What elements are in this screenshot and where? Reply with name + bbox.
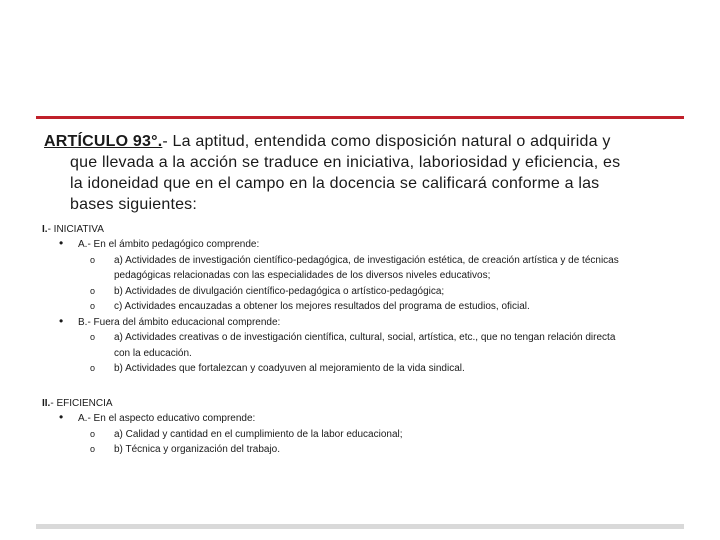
article-line: la idoneidad que en el campo en la docencia se calificará conforme a las (70, 175, 600, 192)
article-line (44, 131, 684, 152)
list-item-text: b) Actividades que fortalezcan y coadyuven al mejoramiento de la vida sindical. (114, 363, 465, 374)
group-label: A.- En el aspecto educativo comprende: (78, 413, 256, 424)
list-item-text: a) Calidad y cantidad en el cumplimiento de la labor educacional; (114, 428, 403, 440)
list-item (42, 361, 619, 377)
list-item-text: a) Actividades de investigación científico-pedagógica, de investigación estética, de creación artística y de técnicas (114, 254, 619, 266)
bullet-icon: • (59, 410, 64, 424)
bottom-divider (36, 524, 684, 529)
circle-bullet-icon: o (90, 285, 96, 296)
article-paragraph (44, 131, 684, 215)
circle-bullet-icon: o (90, 444, 96, 454)
list-item-text: c) Actividades encauzadas a obtener los mejores resultados del programa de estudios, oficial. (114, 301, 530, 312)
section-title (42, 222, 619, 237)
list-item (42, 330, 619, 346)
section-title-text: - INICIATIVA (47, 224, 104, 235)
group-item (42, 315, 619, 331)
circle-bullet-icon: o (90, 254, 96, 265)
bullet-icon: • (59, 236, 64, 250)
circle-bullet-icon: o (90, 363, 96, 373)
circle-bullet-icon: o (90, 301, 96, 311)
list-item (42, 427, 403, 443)
group-label: A.- En el ámbito pedagógico comprende: (78, 239, 260, 250)
group-item (42, 237, 619, 253)
list-item (42, 253, 619, 269)
bullet-icon: • (59, 313, 64, 328)
top-divider (36, 116, 684, 119)
section-numeral: II. (42, 398, 51, 409)
section-eficiencia (42, 396, 403, 458)
article-line: bases siguientes: (70, 196, 198, 213)
article-heading: ARTÍCULO 93°. (44, 133, 163, 150)
list-item (42, 442, 403, 458)
circle-bullet-icon: o (90, 332, 96, 342)
list-item-continuation: pedagógicas relacionadas con las especialidades de los diversos niveles educativos; (114, 270, 491, 281)
circle-bullet-icon: o (90, 428, 96, 439)
section-title (42, 396, 403, 411)
list-item (42, 299, 619, 315)
list-item (42, 284, 619, 300)
list-item-text: b) Técnica y organización del trabajo. (114, 444, 281, 455)
section-numeral: I. (42, 224, 48, 235)
section-title-text: - EFICIENCIA (50, 398, 113, 409)
article-line: que llevada a la acción se traduce en iniciativa, laboriosidad y eficiencia, es (70, 154, 621, 171)
article-text: - La aptitud, entendida como disposición natural o adquirida y (162, 133, 611, 150)
section-iniciativa (42, 222, 619, 377)
group-item (42, 411, 403, 427)
group-label: B.- Fuera del ámbito educacional comprende: (78, 316, 281, 328)
list-item-text: a) Actividades creativas o de investigación científica, cultural, social, artística, etc., que no tengan relación directa (114, 332, 616, 343)
list-item-text: b) Actividades de divulgación científico-pedagógica o artístico-pedagógica; (114, 285, 445, 297)
list-item-continuation: con la educación. (114, 347, 192, 359)
